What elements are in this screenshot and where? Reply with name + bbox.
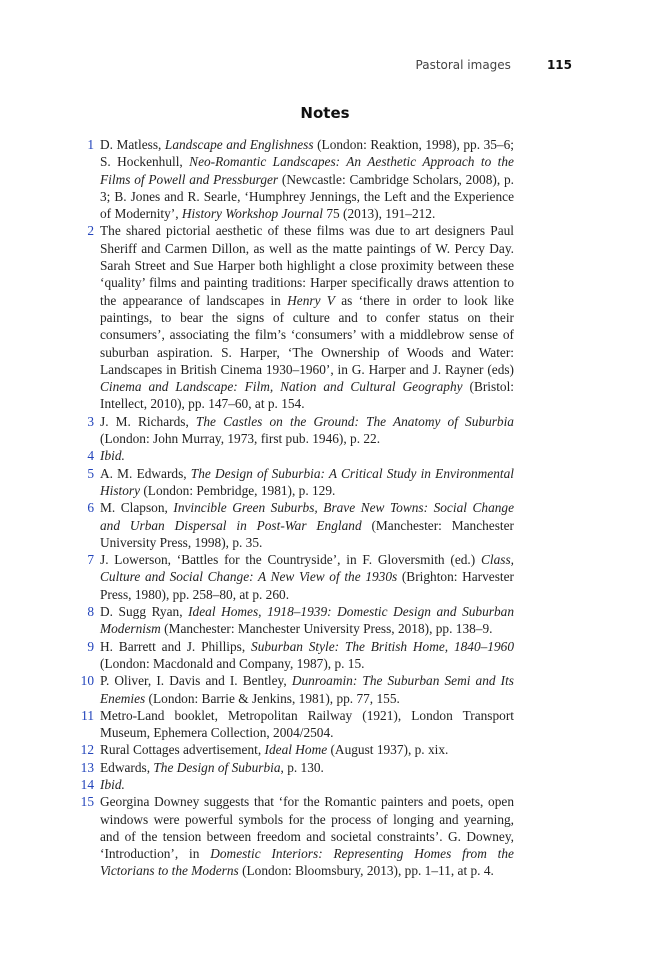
note-text [100, 759, 514, 776]
italic-title: Dunroamin: The Suburban Semi and Its Enemies [100, 673, 515, 706]
note-text-run: (London: Bloomsbury, 2013), pp. 1–11, at p. 4. [238, 863, 494, 879]
note-item [80, 499, 514, 551]
note-text [100, 707, 514, 742]
note-text [100, 741, 514, 758]
italic-title: Ibid. [100, 776, 125, 792]
note-text [100, 499, 514, 551]
note-item [80, 413, 514, 448]
note-item [80, 793, 514, 879]
note-text-run: , p. 130. [280, 759, 324, 775]
note-text-run: (Bristol: Intellect, 2010), pp. 147–60, at p. 154. [100, 379, 514, 412]
note-text-run: (London: Reaktion, 1998), pp. 35–6; S. Hockenhull, [100, 137, 514, 170]
note-item [80, 465, 514, 500]
note-number[interactable]: 15 [80, 794, 94, 810]
note-item [80, 672, 514, 707]
note-item [80, 447, 514, 464]
italic-title: Henry V [287, 292, 335, 308]
italic-title: History Workshop Journal [181, 206, 324, 222]
italic-title: Neo-Romantic Landscapes: An Aesthetic Approach to the Films of Powell and Pressburger [100, 154, 514, 187]
note-number[interactable]: 7 [87, 552, 94, 568]
note-text [100, 793, 514, 879]
note-item [80, 136, 514, 222]
note-text-run: D. Matless, [100, 137, 165, 152]
note-number[interactable]: 3 [87, 413, 94, 429]
note-number[interactable]: 4 [87, 448, 94, 464]
note-text-run: (Newcastle: Cambridge Scholars, 2008), p. 3; B. Jones and R. Searle, ‘Humphrey Jennings, the Left and the Experience of Modernity’, [100, 171, 514, 222]
note-text [100, 551, 514, 603]
note-number[interactable]: 1 [87, 137, 94, 152]
notes-heading: Notes [300, 104, 350, 122]
note-text-run: Georgina Downey suggests that ‘for the Romantic painters and poets, open windows were powerful symbols for the process of longing and yearning, and of the tension between freedom and societal constraints’. G. Downey, ‘Introduction’, in [100, 794, 514, 862]
note-text [100, 776, 514, 793]
italic-title: Ibid. [100, 448, 125, 464]
note-text-run: 75 (2013), 191–212. [323, 206, 436, 222]
note-number[interactable]: 13 [80, 759, 94, 775]
italic-title: Suburban Style: The British Home, 1840–1960 [251, 638, 514, 654]
note-item [80, 776, 514, 793]
note-text [100, 447, 514, 464]
note-text-run: Rural Cottages advertisement, [100, 742, 265, 758]
note-text-run: A. M. Edwards, [100, 465, 191, 481]
note-number[interactable]: 8 [87, 604, 94, 620]
note-text-run: (London: John Murray, 1973, first pub. 1946), p. 22. [100, 431, 381, 447]
note-text-run: D. Sugg Ryan, [100, 604, 189, 620]
note-text-run: M. Clapson, [100, 500, 174, 516]
running-header [416, 58, 572, 72]
note-text-run: The shared pictorial aesthetic of these films was due to art designers Paul Sheriff and Carmen Dillon, as well as the matte paintings of W. Percy Day. Sarah Street and Sue Harper both highlight a close proximity between these ‘quality’ films and painting traditions: Harper specifically draws attention to the appearance of landscapes in [100, 223, 514, 308]
note-text [100, 413, 514, 448]
note-text-run: P. Oliver, I. Davis and I. Bentley, [100, 673, 292, 689]
note-text-run: (London: Barrie & Jenkins, 1981), pp. 77, 155. [145, 690, 400, 706]
note-text-run: (August 1937), p. xix. [327, 742, 449, 758]
italic-title: Ideal Home [264, 742, 328, 758]
note-number[interactable]: 5 [87, 465, 94, 481]
note-text-run: as ‘there in order to look like paintings, to bear the signs of culture and to confer status on their consumers’, associating the film’s ‘consumers’ with a middlebrow sense of suburban aspiration. S. Harper, ‘The Ownership of Woods and Water: Landscapes in British Cinema 1930–1960’, in G. Harper and J. Rayner (eds) [100, 292, 514, 377]
note-number[interactable]: 14 [80, 776, 94, 792]
note-number[interactable]: 2 [87, 223, 94, 239]
note-number[interactable]: 6 [87, 500, 94, 516]
note-text-run: Metro-Land booklet, Metropolitan Railway (1921), London Transport Museum, Ephemera Collection, 2004/2504. [100, 707, 514, 741]
italic-title: The Design of Suburbia: A Critical Study in Environmental History [100, 465, 514, 498]
note-text-run: (Brighton: Harvester Press, 1980), pp. 258–80, at p. 260. [100, 569, 514, 602]
note-number[interactable]: 10 [80, 673, 94, 689]
note-item [80, 638, 514, 673]
italic-title: The Castles on the Ground: The Anatomy of Suburbia [195, 413, 514, 429]
note-number[interactable]: 11 [81, 707, 94, 723]
note-text-run: (London: Pembridge, 1981), p. 129. [140, 482, 336, 498]
italic-title: Ideal Homes, 1918–1939: Domestic Design and Suburban Modernism [100, 604, 514, 637]
note-item [80, 222, 514, 412]
note-item [80, 551, 514, 603]
note-text [100, 465, 514, 500]
note-text-run: (Manchester: Manchester University Press, 1998), p. 35. [100, 517, 514, 550]
note-text-run: H. Barrett and J. Phillips, [100, 638, 252, 654]
note-item [80, 741, 514, 758]
italic-title: Domestic Interiors: Representing Homes from the Victorians to the Moderns [100, 846, 514, 879]
note-item [80, 603, 514, 638]
note-item [80, 759, 514, 776]
italic-title: The Design of Suburbia [153, 759, 281, 775]
page-number: 115 [546, 58, 572, 72]
note-text-run: (London: Macdonald and Company, 1987), p. 15. [100, 655, 365, 671]
note-number[interactable]: 9 [87, 638, 94, 654]
notes-list [80, 136, 514, 880]
note-text-run: (Manchester: Manchester University Press, 2018), pp. 138–9. [160, 621, 493, 637]
note-text [100, 672, 514, 707]
italic-title: Class, Culture and Social Change: A New View of the 1930s [100, 552, 514, 585]
note-text [100, 603, 514, 638]
note-number[interactable]: 12 [80, 742, 94, 758]
note-text-run: J. M. Richards, [100, 413, 196, 429]
note-text [100, 638, 514, 673]
italic-title: Invincible Green Suburbs, Brave New Towns: Social Change and Urban Dispersal in Post-War England [100, 500, 515, 533]
italic-title: Cinema and Landscape: Film, Nation and Cultural Geography [100, 379, 463, 395]
note-text [100, 136, 514, 222]
running-title: Pastoral images [415, 58, 511, 72]
note-text-run: Edwards, [100, 759, 154, 775]
italic-title: Landscape and Englishness [164, 137, 314, 152]
note-item [80, 707, 514, 742]
note-text-run: J. Lowerson, ‘Battles for the Countryside’, in F. Gloversmith (ed.) [100, 552, 481, 568]
note-text [100, 222, 514, 412]
